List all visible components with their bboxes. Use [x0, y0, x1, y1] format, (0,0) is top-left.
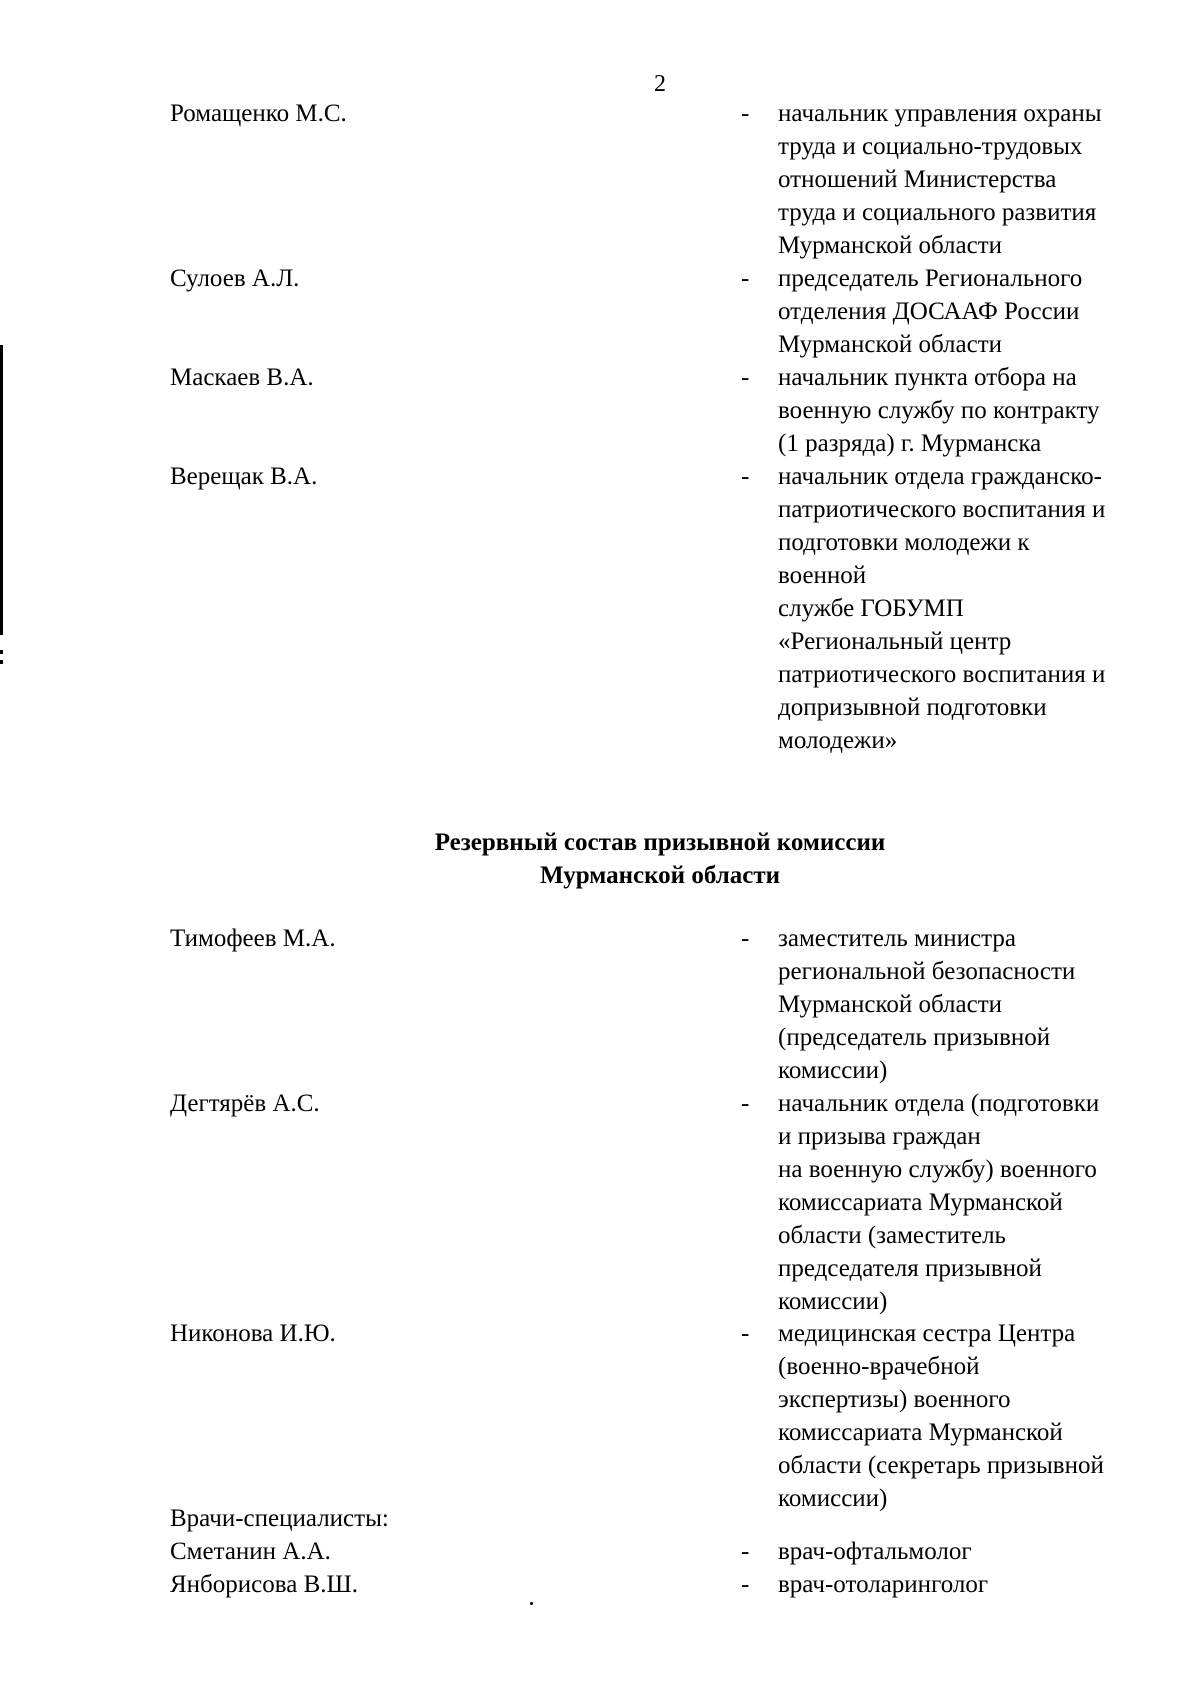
position-line: начальник отдела гражданско- — [778, 463, 1102, 490]
position-line: начальник управления охраны — [778, 100, 1102, 127]
position-line: и призыва граждан — [778, 1123, 981, 1150]
specialist-name: Сметанин А.А. — [170, 1538, 331, 1565]
position-line: молодежи» — [778, 727, 898, 754]
member-position — [778, 922, 1178, 1087]
position-line: подготовки молодежи к — [778, 529, 1030, 556]
position-line: военной — [778, 562, 867, 589]
specialist-role — [778, 1535, 1178, 1568]
position-line: области (заместитель — [778, 1222, 1006, 1249]
position-line: председателя призывной — [778, 1255, 1042, 1282]
heading-line: Мурманской области — [539, 862, 781, 889]
position-line: допризывной подготовки — [778, 694, 1047, 721]
entry-dash: - — [741, 1538, 750, 1565]
page-number: 2 — [654, 71, 666, 97]
position-line: Мурманской области — [778, 991, 1003, 1018]
position-line: труда и социального развития — [778, 199, 1097, 226]
position-line: (1 разряда) г. Мурманска — [778, 430, 1042, 457]
specialist-name: Янборисова В.Ш. — [170, 1571, 358, 1598]
member-position — [778, 1087, 1178, 1318]
position-line: медицинская сестра Центра — [778, 1320, 1076, 1347]
position-line: Мурманской области — [778, 331, 1003, 358]
position-line: (военно-врачебной — [778, 1353, 980, 1380]
position-line: отношений Министерства — [778, 166, 1057, 193]
position-line: комиссариата Мурманской — [778, 1189, 1063, 1216]
position-line: региональной безопасности — [778, 958, 1076, 985]
position-line: врач-офтальмолог — [778, 1538, 972, 1565]
position-line: военную службу по контракту — [778, 397, 1100, 424]
position-line: «Региональный центр — [778, 628, 1012, 655]
member-name: Маскаев В.А. — [170, 364, 314, 391]
member-name: Ромащенко М.С. — [170, 100, 347, 127]
position-line: патриотического воспитания и — [778, 496, 1106, 523]
position-line: начальник пункта отбора на — [778, 364, 1077, 391]
member-position — [778, 262, 1178, 361]
position-line: труда и социально-трудовых — [778, 133, 1083, 160]
member-position — [778, 1317, 1178, 1515]
member-name: Тимофеев М.А. — [170, 925, 336, 952]
member-position — [778, 361, 1178, 460]
entry-dash: - — [741, 1571, 750, 1598]
position-line: комиссии) — [778, 1057, 888, 1084]
position-line: председатель Регионального — [778, 265, 1083, 292]
entry-dash: - — [741, 265, 750, 292]
scan-speck — [530, 1602, 533, 1605]
member-position — [778, 97, 1178, 262]
scan-margin-line — [0, 575, 3, 635]
entry-dash: - — [741, 100, 750, 127]
entry-dash: - — [741, 1320, 750, 1347]
scan-margin-mark — [0, 650, 3, 654]
position-line: заместитель министра — [778, 925, 1016, 952]
entry-dash: - — [741, 463, 750, 490]
entry-dash: - — [741, 1090, 750, 1117]
position-line: службе ГОБУМП — [778, 595, 964, 622]
position-line: отделения ДОСААФ России — [778, 298, 1080, 325]
position-line: Мурманской области — [778, 232, 1003, 259]
position-line: (председатель призывной — [778, 1024, 1051, 1051]
reserve-section-heading — [0, 826, 1200, 892]
position-line: комиссии) — [778, 1288, 888, 1315]
position-line: области (секретарь призывной — [778, 1452, 1104, 1479]
scan-margin-line — [0, 345, 3, 595]
entry-dash: - — [741, 925, 750, 952]
position-line: комиссии) — [778, 1485, 888, 1512]
member-name: Сулоев А.Л. — [170, 265, 300, 292]
position-line: комиссариата Мурманской — [778, 1419, 1063, 1446]
entry-dash: - — [741, 364, 750, 391]
member-position — [778, 460, 1178, 757]
position-line: на военную службу) военного — [778, 1156, 1097, 1183]
member-name: Верещак В.А. — [170, 463, 318, 490]
position-line: патриотического воспитания и — [778, 661, 1106, 688]
scan-margin-mark — [0, 660, 3, 664]
position-line: экспертизы) военного — [778, 1386, 1011, 1413]
heading-line: Резервный состав призывной комиссии — [434, 829, 886, 856]
member-name: Никонова И.Ю. — [170, 1320, 336, 1347]
position-line: начальник отдела (подготовки — [778, 1090, 1100, 1117]
position-line: врач-отоларинголог — [778, 1571, 989, 1598]
specialists-label: Врачи-специалисты: — [170, 1505, 389, 1532]
member-name: Дегтярёв А.С. — [170, 1090, 320, 1117]
specialist-role — [778, 1568, 1178, 1601]
